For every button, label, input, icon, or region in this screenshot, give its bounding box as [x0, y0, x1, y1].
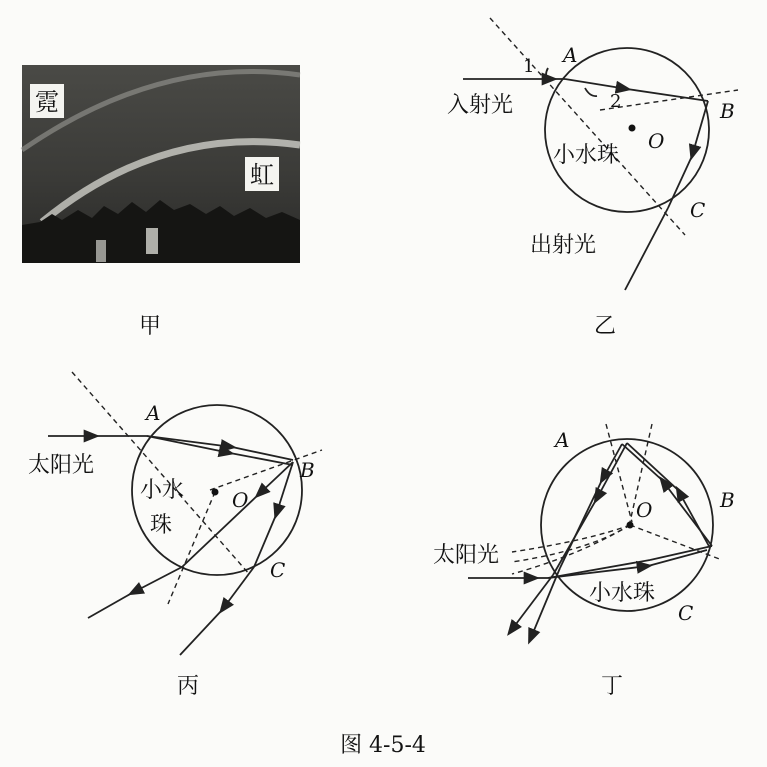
caption-ding: 丁 — [600, 674, 624, 699]
exit-ray-left — [132, 567, 182, 593]
point-o: O — [636, 498, 653, 522]
angle-1-arc — [546, 68, 548, 82]
point-c: C — [690, 198, 706, 222]
center-point-o — [212, 489, 219, 496]
point-a: A — [555, 428, 570, 452]
water-drop-circle — [545, 48, 709, 212]
point-c: C — [270, 558, 286, 582]
point-b: B — [300, 458, 315, 482]
water-drop-label-line2: 珠 — [150, 513, 173, 538]
reflected-ray-b-top-2 — [662, 480, 712, 546]
reflected-ray-top-down-2 — [602, 444, 622, 480]
panel-bing — [28, 372, 322, 699]
normal-line-entry-1 — [512, 525, 630, 552]
panel-yi — [447, 18, 738, 339]
point-b: B — [720, 99, 735, 123]
point-a: A — [146, 401, 161, 425]
reflected-ray-b-c — [692, 101, 708, 156]
figure-caption: 图 4-5-4 — [340, 733, 426, 758]
panel-jia — [22, 65, 300, 339]
label-ni: 霓 — [35, 88, 59, 116]
normal-line-a — [72, 372, 250, 575]
refracted-ray-a-b — [565, 79, 627, 89]
center-point-o — [627, 522, 634, 529]
reflected-ray-top-down-1 — [596, 443, 627, 500]
caption-yi: 乙 — [593, 314, 617, 339]
rainbow-photo — [22, 65, 300, 263]
angle-1-label: 1 — [523, 56, 535, 77]
point-o: O — [648, 129, 665, 153]
caption-jia: 甲 — [138, 314, 162, 339]
water-drop-label: 小水珠 — [589, 581, 656, 606]
center-point-o — [629, 125, 636, 132]
angle-2-label: 2 — [610, 91, 622, 112]
reflected-ray-b-top-1 — [678, 490, 710, 548]
point-b: B — [720, 488, 735, 512]
exit-ray-c — [222, 567, 254, 610]
sunlight-label: 太阳光 — [433, 543, 500, 568]
point-o: O — [232, 488, 249, 512]
point-a: A — [563, 43, 578, 67]
exit-ray-1 — [510, 575, 553, 632]
water-drop-label-line1: 小水 — [140, 478, 185, 503]
sunlight-label: 太阳光 — [28, 453, 95, 478]
label-hong: 虹 — [250, 161, 274, 189]
panel-ding — [433, 424, 735, 699]
angle-2-arc — [585, 88, 597, 96]
incident-light-label: 入射光 — [447, 93, 514, 118]
caption-bing: 丙 — [176, 674, 200, 699]
point-c: C — [678, 601, 694, 625]
exit-light-label: 出射光 — [530, 233, 597, 258]
exit-ray — [625, 208, 668, 290]
water-drop-label: 小水珠 — [553, 143, 620, 168]
